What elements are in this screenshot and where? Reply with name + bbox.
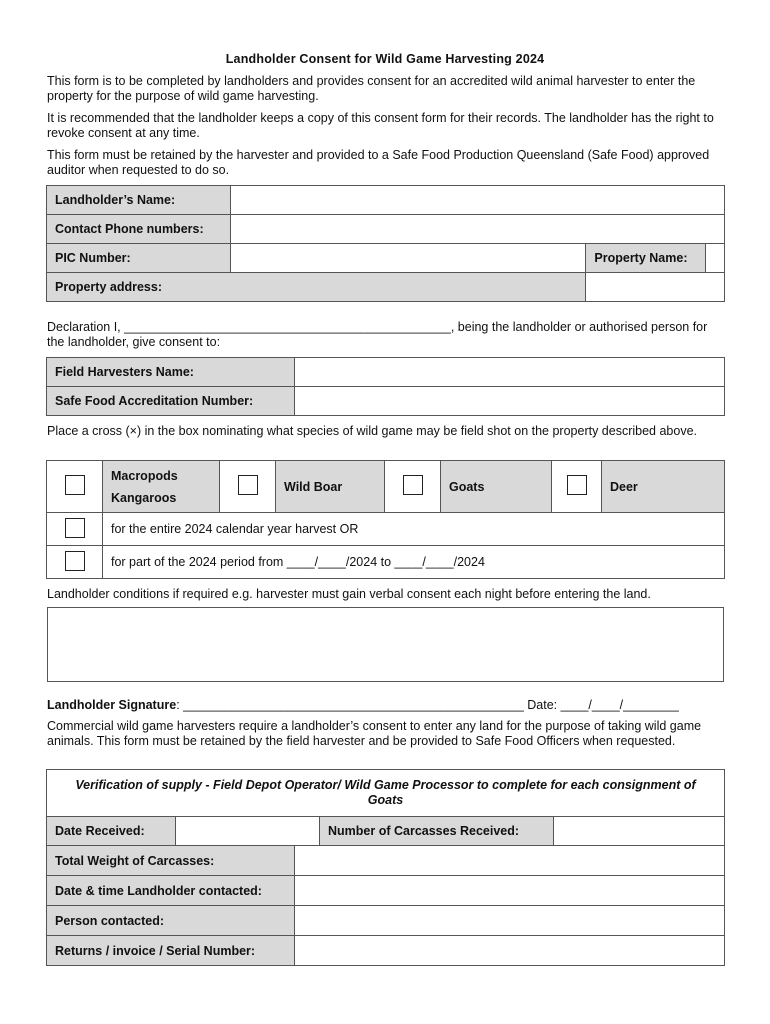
wild-boar-label: Wild Boar [276,461,385,513]
person-contacted-field[interactable] [295,906,725,936]
goats-checkbox-cell [385,461,441,513]
date-received-field[interactable] [176,817,320,846]
person-contacted-label: Person contacted: [47,906,295,936]
commercial-note: Commercial wild game harvesters require a landholder’s consent to enter any land for the purpose of taking wild game animals. This form must be retained by the field harvester and be provided to Safe Food Officers when requested. [47,719,702,748]
pic-number-field[interactable] [231,244,586,273]
total-weight-label: Total Weight of Carcasses: [47,846,295,876]
deer-checkbox-cell [552,461,602,513]
date-time-contacted-label: Date & time Landholder contacted: [47,876,295,906]
date-received-label: Date Received: [47,817,176,846]
landholder-details-table [46,185,725,302]
wild-boar-checkbox-cell [220,461,276,513]
intro-paragraph-2: It is recommended that the landholder keeps a copy of this consent form for their records. The landholder has the right to revoke consent at any time. [47,111,714,140]
num-carcasses-field[interactable] [554,817,725,846]
signature-label: Landholder Signature [47,698,177,712]
signature-date-blanks: : _________________________________________________ Date: ____/____/________ [176,698,679,712]
field-harvester-name-label: Field Harvesters Name: [47,358,295,387]
date-time-contacted-field[interactable] [295,876,725,906]
entire-year-checkbox[interactable] [65,518,85,538]
part-period-label: for part of the 2024 period from ____/____/2024 to ____/____/2024 [103,546,725,579]
property-name-field[interactable] [706,244,725,273]
macropods-label-line2: Kangaroos [111,490,177,505]
part-period-checkbox[interactable] [65,551,85,571]
declaration-text: Declaration I, _______________________________________________, being the landholder or authorised person for the landholder, give consent to: [47,320,708,349]
form-title: Landholder Consent for Wild Game Harvesting 2024 [225,52,545,66]
property-name-label: Property Name: [586,244,706,273]
species-instruction: Place a cross (×) in the box nominating what species of wild game may be field shot on the property described above. [47,424,698,438]
property-address-label: Property address: [47,273,586,302]
num-carcasses-label: Number of Carcasses Received: [320,817,554,846]
verification-table [46,769,725,846]
goats-label: Goats [441,461,552,513]
goats-checkbox[interactable] [403,475,423,495]
pic-number-label: PIC Number: [47,244,231,273]
entire-year-label: for the entire 2024 calendar year harvest OR [103,513,725,546]
verification-details-table [46,845,725,966]
contact-phone-label: Contact Phone numbers: [47,215,231,244]
property-address-field[interactable] [586,273,725,302]
accreditation-number-field[interactable] [295,387,725,416]
deer-checkbox[interactable] [567,475,587,495]
species-table [46,460,725,579]
macropods-checkbox[interactable] [65,475,85,495]
macropods-label [103,461,220,513]
intro-paragraph-1: This form is to be completed by landholders and provides consent for an accredited wild animal harvester to enter the property for the purpose of wild game harvesting. [47,74,696,103]
conditions-label: Landholder conditions if required e.g. harvester must gain verbal consent each night before entering the land. [47,587,651,601]
field-harvester-name-field[interactable] [295,358,725,387]
contact-phone-field[interactable] [231,215,725,244]
intro-paragraph-3: This form must be retained by the harvester and provided to a Safe Food Production Queensland (Safe Food) approved auditor when requested to do so. [47,148,710,177]
harvester-details-table [46,357,725,416]
verification-heading: Verification of supply - Field Depot Operator/ Wild Game Processor to complete for each consignment of Goats [47,770,725,817]
returns-label: Returns / invoice / Serial Number: [47,936,295,966]
conditions-textarea[interactable] [47,607,724,682]
accreditation-number-label: Safe Food Accreditation Number: [47,387,295,416]
entire-year-checkbox-cell [47,513,103,546]
macropods-label-line1: Macropods [111,468,178,483]
macropods-checkbox-cell [47,461,103,513]
landholder-name-field[interactable] [231,186,725,215]
total-weight-field[interactable] [295,846,725,876]
wild-boar-checkbox[interactable] [238,475,258,495]
signature-line [47,698,727,713]
landholder-name-label: Landholder’s Name: [47,186,231,215]
returns-field[interactable] [295,936,725,966]
deer-label: Deer [602,461,725,513]
part-period-checkbox-cell [47,546,103,579]
